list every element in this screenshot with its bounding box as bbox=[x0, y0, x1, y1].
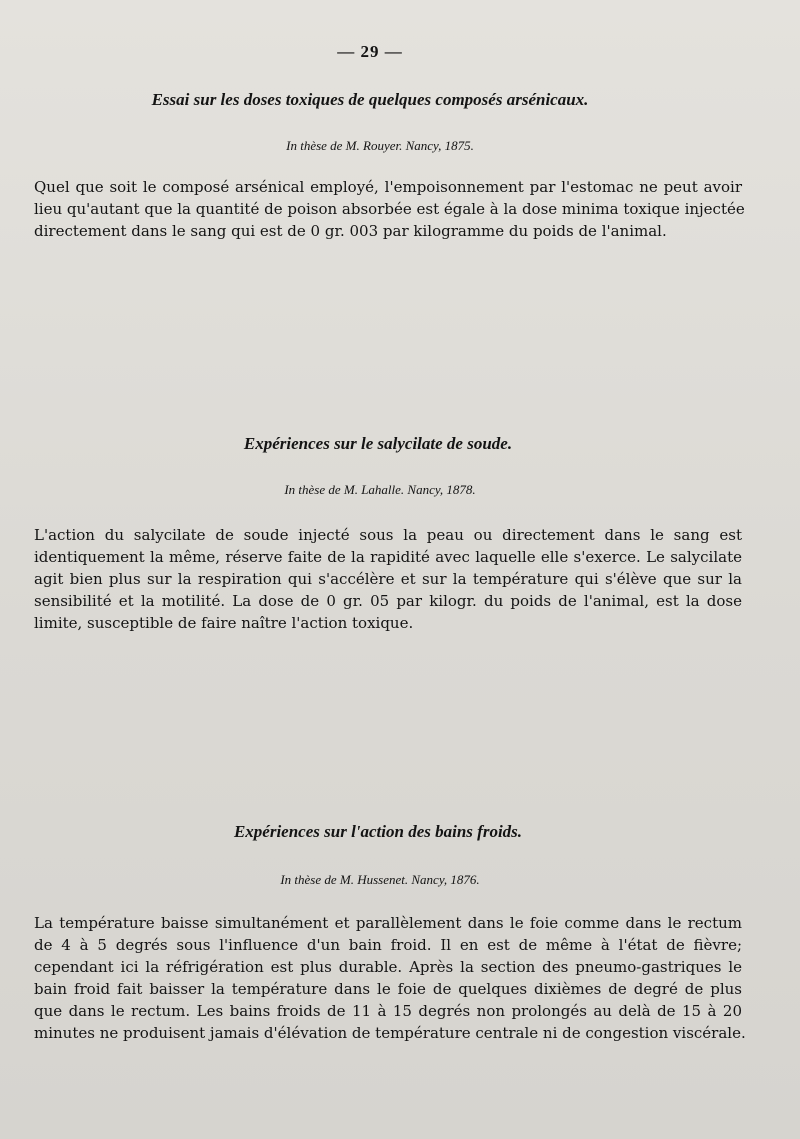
paragraph-line: de 4 à 5 degrés sous l'influence d'un bain froid. Il en est de même à l'état de fièvre; bbox=[34, 936, 742, 954]
paragraph-line: sensibilité et la motilité. La dose de 0 gr. 05 par kilogr. du poids de l'animal, est la dose bbox=[34, 592, 742, 610]
paragraph-line: agit bien plus sur la respiration qui s'accélère et sur la température qui s'élève que sur la bbox=[34, 570, 742, 588]
paragraph-line: Quel que soit le composé arsénical employé, l'empoisonnement par l'estomac ne peut avoir bbox=[34, 178, 742, 196]
paragraph-line: cependant ici la réfrigération est plus durable. Après la section des pneumo-gastriques le bbox=[34, 958, 742, 976]
paragraph-line: directement dans le sang qui est de 0 gr. 003 par kilogramme du poids de l'animal. bbox=[34, 222, 667, 240]
paragraph-line: La température baisse simultanément et parallèlement dans le foie comme dans le rectum bbox=[34, 914, 742, 932]
section-title-salycilate: Expériences sur le salycilate de soude. bbox=[243, 434, 513, 453]
section-title-arsenicaux: Essai sur les doses toxiques de quelques composés arsénicaux. bbox=[151, 90, 589, 109]
section-paragraph-arsenicaux bbox=[34, 176, 745, 242]
paragraph-line: identiquement la même, réserve faite de la rapidité avec laquelle elle s'exerce. Le salycilate bbox=[34, 548, 742, 566]
section-title-bains-froids: Expériences sur l'action des bains froids. bbox=[233, 822, 523, 841]
page-number: — 29 — bbox=[337, 42, 403, 61]
section-source-rouyer: In thèse de M. Rouyer. Nancy, 1875. bbox=[286, 138, 474, 153]
paragraph-line: minutes ne produisent jamais d'élévation de température centrale ni de congestion viscérale. bbox=[34, 1024, 746, 1042]
section-source-lahalle: In thèse de M. Lahalle. Nancy, 1878. bbox=[284, 482, 476, 497]
section-paragraph-salycilate bbox=[34, 524, 742, 634]
paragraph-line: limite, susceptible de faire naître l'action toxique. bbox=[34, 614, 414, 632]
paragraph-line: L'action du salycilate de soude injecté sous la peau ou directement dans le sang est bbox=[34, 526, 742, 544]
paragraph-line: bain froid fait baisser la température dans le foie de quelques dixièmes de degré de plus bbox=[34, 980, 742, 998]
section-source-hussenet: In thèse de M. Hussenet. Nancy, 1876. bbox=[280, 872, 480, 887]
paragraph-line: lieu qu'autant que la quantité de poison absorbée est égale à la dose minima toxique injectée bbox=[34, 200, 745, 218]
paragraph-line: que dans le rectum. Les bains froids de 11 à 15 degrés non prolongés au delà de 15 à 20 bbox=[34, 1002, 742, 1020]
section-paragraph-bains-froids bbox=[34, 912, 746, 1044]
